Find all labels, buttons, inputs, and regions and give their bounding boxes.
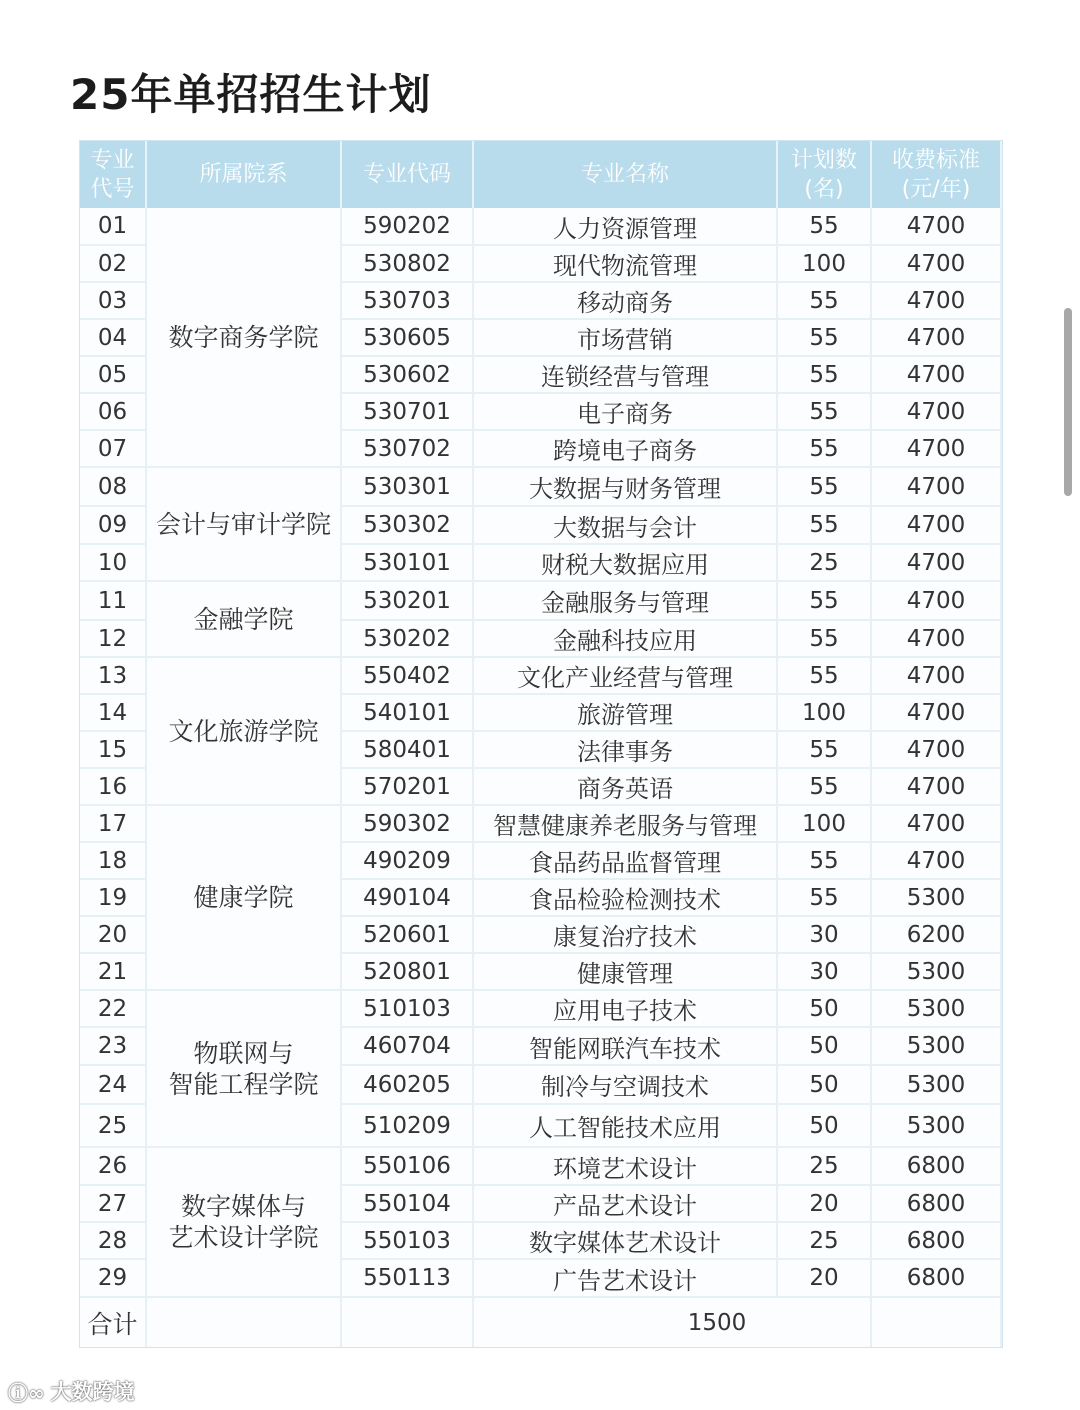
total-empty-cell (871, 1297, 1001, 1347)
fee-cell: 6200 (871, 916, 1001, 953)
major-code-cell: 490104 (341, 879, 473, 916)
major-name-cell: 商务英语 (473, 768, 777, 805)
major-no-cell: 23 (80, 1027, 146, 1065)
major-no-cell: 22 (80, 990, 146, 1027)
major-code-cell: 550402 (341, 657, 473, 694)
plan-count-cell: 30 (777, 916, 871, 953)
table-row (80, 805, 1001, 842)
fee-cell: 4700 (871, 544, 1001, 581)
major-code-cell: 580401 (341, 731, 473, 768)
major-code-cell: 520801 (341, 953, 473, 990)
fee-cell: 5300 (871, 1027, 1001, 1065)
plan-count-cell: 25 (777, 1222, 871, 1259)
plan-count-cell: 55 (777, 430, 871, 467)
fee-cell: 4700 (871, 620, 1001, 657)
plan-count-cell: 25 (777, 1147, 871, 1185)
major-name-cell: 大数据与会计 (473, 506, 777, 544)
major-name-cell: 健康管理 (473, 953, 777, 990)
fee-cell: 6800 (871, 1222, 1001, 1259)
major-no-cell: 25 (80, 1104, 146, 1147)
header-major-no (80, 141, 146, 208)
major-name-cell: 智慧健康养老服务与管理 (473, 805, 777, 842)
scrollbar[interactable] (1064, 308, 1072, 496)
department-cell: 物联网与 智能工程学院 (146, 990, 341, 1147)
major-no-cell: 20 (80, 916, 146, 953)
plan-count-cell: 25 (777, 544, 871, 581)
fee-cell: 5300 (871, 1104, 1001, 1147)
plan-count-cell: 55 (777, 842, 871, 879)
plan-count-cell: 100 (777, 805, 871, 842)
major-no-cell: 18 (80, 842, 146, 879)
table-row (80, 657, 1001, 694)
department-cell: 金融学院 (146, 581, 341, 657)
major-no-cell: 14 (80, 694, 146, 731)
total-row (80, 1297, 1001, 1347)
major-name-cell: 广告艺术设计 (473, 1259, 777, 1297)
plan-count-cell: 55 (777, 393, 871, 430)
major-no-cell: 04 (80, 319, 146, 356)
fee-cell: 5300 (871, 1065, 1001, 1104)
total-label: 合计 (80, 1297, 146, 1347)
major-code-cell: 530202 (341, 620, 473, 657)
major-code-cell: 530701 (341, 393, 473, 430)
major-no-cell: 17 (80, 805, 146, 842)
department-cell: 数字媒体与 艺术设计学院 (146, 1147, 341, 1297)
major-code-cell: 460704 (341, 1027, 473, 1065)
header-department-label: 所属院系 (199, 162, 288, 187)
header-major-no-label: 专业 代号 (90, 147, 135, 202)
major-no-cell: 13 (80, 657, 146, 694)
fee-cell: 4700 (871, 768, 1001, 805)
major-no-cell: 09 (80, 506, 146, 544)
major-no-cell: 26 (80, 1147, 146, 1185)
major-name-cell: 制冷与空调技术 (473, 1065, 777, 1104)
enrollment-plan-table (80, 141, 1002, 1347)
major-code-cell: 520601 (341, 916, 473, 953)
major-name-cell: 财税大数据应用 (473, 544, 777, 581)
major-code-cell: 530101 (341, 544, 473, 581)
plan-count-cell: 55 (777, 208, 871, 245)
major-code-cell: 530302 (341, 506, 473, 544)
major-name-cell: 现代物流管理 (473, 245, 777, 282)
plan-count-cell: 55 (777, 282, 871, 319)
major-name-cell: 连锁经营与管理 (473, 356, 777, 393)
watermark-text: 大数跨境 (50, 1380, 135, 1404)
fee-cell: 4700 (871, 805, 1001, 842)
plan-count-cell: 30 (777, 953, 871, 990)
major-code-cell: 530605 (341, 319, 473, 356)
major-name-cell: 文化产业经营与管理 (473, 657, 777, 694)
header-major-code-label: 专业代码 (362, 162, 451, 187)
major-code-cell: 570201 (341, 768, 473, 805)
department-cell: 健康学院 (146, 805, 341, 990)
plan-count-cell: 55 (777, 879, 871, 916)
total-empty-cell (341, 1297, 473, 1347)
header-fee-label: 收费标准 (元/年) (891, 147, 980, 202)
major-name-cell: 数字媒体艺术设计 (473, 1222, 777, 1259)
major-no-cell: 21 (80, 953, 146, 990)
major-no-cell: 11 (80, 581, 146, 620)
plan-count-cell: 50 (777, 1065, 871, 1104)
plan-count-cell: 50 (777, 990, 871, 1027)
fee-cell: 4700 (871, 657, 1001, 694)
major-code-cell: 530703 (341, 282, 473, 319)
major-code-cell: 540101 (341, 694, 473, 731)
major-name-cell: 跨境电子商务 (473, 430, 777, 467)
plan-count-cell: 55 (777, 506, 871, 544)
major-no-cell: 28 (80, 1222, 146, 1259)
header-major-code (341, 141, 473, 208)
major-name-cell: 大数据与财务管理 (473, 467, 777, 506)
plan-count-cell: 55 (777, 467, 871, 506)
fee-cell: 6800 (871, 1259, 1001, 1297)
major-name-cell: 产品艺术设计 (473, 1185, 777, 1222)
fee-cell: 6800 (871, 1185, 1001, 1222)
major-name-cell: 法律事务 (473, 731, 777, 768)
table-row (80, 581, 1001, 620)
major-name-cell: 金融科技应用 (473, 620, 777, 657)
department-cell: 会计与审计学院 (146, 467, 341, 581)
fee-cell: 4700 (871, 430, 1001, 467)
fee-cell: 4700 (871, 393, 1001, 430)
plan-count-cell: 20 (777, 1259, 871, 1297)
major-name-cell: 旅游管理 (473, 694, 777, 731)
major-code-cell: 530802 (341, 245, 473, 282)
major-no-cell: 06 (80, 393, 146, 430)
major-name-cell: 市场营销 (473, 319, 777, 356)
major-no-cell: 08 (80, 467, 146, 506)
major-code-cell: 550104 (341, 1185, 473, 1222)
major-no-cell: 03 (80, 282, 146, 319)
table-row (80, 1147, 1001, 1185)
major-no-cell: 05 (80, 356, 146, 393)
watermark (8, 1376, 135, 1406)
major-name-cell: 食品药品监督管理 (473, 842, 777, 879)
major-name-cell: 电子商务 (473, 393, 777, 430)
header-plan-count (777, 141, 871, 208)
major-code-cell: 590202 (341, 208, 473, 245)
plan-count-cell: 100 (777, 245, 871, 282)
total-empty-cell (146, 1297, 341, 1347)
header-plan-count-label: 计划数 (名) (790, 147, 857, 202)
major-code-cell: 550106 (341, 1147, 473, 1185)
fee-cell: 4700 (871, 356, 1001, 393)
total-value: 1500 (473, 1297, 871, 1347)
plan-count-cell: 55 (777, 581, 871, 620)
major-no-cell: 12 (80, 620, 146, 657)
major-no-cell: 29 (80, 1259, 146, 1297)
major-name-cell: 环境艺术设计 (473, 1147, 777, 1185)
major-code-cell: 550113 (341, 1259, 473, 1297)
table-row (80, 990, 1001, 1027)
fee-cell: 4700 (871, 694, 1001, 731)
fee-cell: 5300 (871, 990, 1001, 1027)
fee-cell: 4700 (871, 319, 1001, 356)
major-name-cell: 康复治疗技术 (473, 916, 777, 953)
plan-count-cell: 55 (777, 731, 871, 768)
fee-cell: 6800 (871, 1147, 1001, 1185)
fee-cell: 4700 (871, 282, 1001, 319)
page-title: 25年单招招生计划 (70, 70, 432, 119)
major-code-cell: 530602 (341, 356, 473, 393)
plan-count-cell: 55 (777, 657, 871, 694)
major-no-cell: 10 (80, 544, 146, 581)
header-fee (871, 141, 1001, 208)
table-header-row (80, 141, 1001, 208)
fee-cell: 5300 (871, 953, 1001, 990)
fee-cell: 4700 (871, 467, 1001, 506)
major-no-cell: 01 (80, 208, 146, 245)
major-name-cell: 应用电子技术 (473, 990, 777, 1027)
header-department (146, 141, 341, 208)
department-cell: 数字商务学院 (146, 208, 341, 467)
major-code-cell: 590302 (341, 805, 473, 842)
major-name-cell: 人力资源管理 (473, 208, 777, 245)
major-name-cell: 人工智能技术应用 (473, 1104, 777, 1147)
plan-count-cell: 55 (777, 768, 871, 805)
fee-cell: 4700 (871, 731, 1001, 768)
watermark-logo-icon: ⓘ∞ (8, 1380, 45, 1405)
major-no-cell: 16 (80, 768, 146, 805)
fee-cell: 4700 (871, 581, 1001, 620)
table-row (80, 208, 1001, 245)
plan-count-cell: 55 (777, 319, 871, 356)
department-cell: 文化旅游学院 (146, 657, 341, 805)
fee-cell: 4700 (871, 842, 1001, 879)
header-major-name (473, 141, 777, 208)
major-name-cell: 移动商务 (473, 282, 777, 319)
major-code-cell: 530301 (341, 467, 473, 506)
table-row (80, 467, 1001, 506)
fee-cell: 4700 (871, 506, 1001, 544)
major-no-cell: 24 (80, 1065, 146, 1104)
plan-count-cell: 50 (777, 1027, 871, 1065)
fee-cell: 5300 (871, 879, 1001, 916)
major-name-cell: 金融服务与管理 (473, 581, 777, 620)
major-no-cell: 27 (80, 1185, 146, 1222)
major-code-cell: 530201 (341, 581, 473, 620)
major-no-cell: 19 (80, 879, 146, 916)
plan-count-cell: 50 (777, 1104, 871, 1147)
major-code-cell: 490209 (341, 842, 473, 879)
major-code-cell: 510103 (341, 990, 473, 1027)
major-code-cell: 550103 (341, 1222, 473, 1259)
major-no-cell: 02 (80, 245, 146, 282)
major-code-cell: 530702 (341, 430, 473, 467)
fee-cell: 4700 (871, 208, 1001, 245)
plan-count-cell: 55 (777, 356, 871, 393)
major-no-cell: 07 (80, 430, 146, 467)
plan-count-cell: 100 (777, 694, 871, 731)
plan-count-cell: 20 (777, 1185, 871, 1222)
major-name-cell: 食品检验检测技术 (473, 879, 777, 916)
major-code-cell: 460205 (341, 1065, 473, 1104)
major-code-cell: 510209 (341, 1104, 473, 1147)
plan-count-cell: 55 (777, 620, 871, 657)
major-no-cell: 15 (80, 731, 146, 768)
major-name-cell: 智能网联汽车技术 (473, 1027, 777, 1065)
fee-cell: 4700 (871, 245, 1001, 282)
header-major-name-label: 专业名称 (580, 162, 669, 187)
